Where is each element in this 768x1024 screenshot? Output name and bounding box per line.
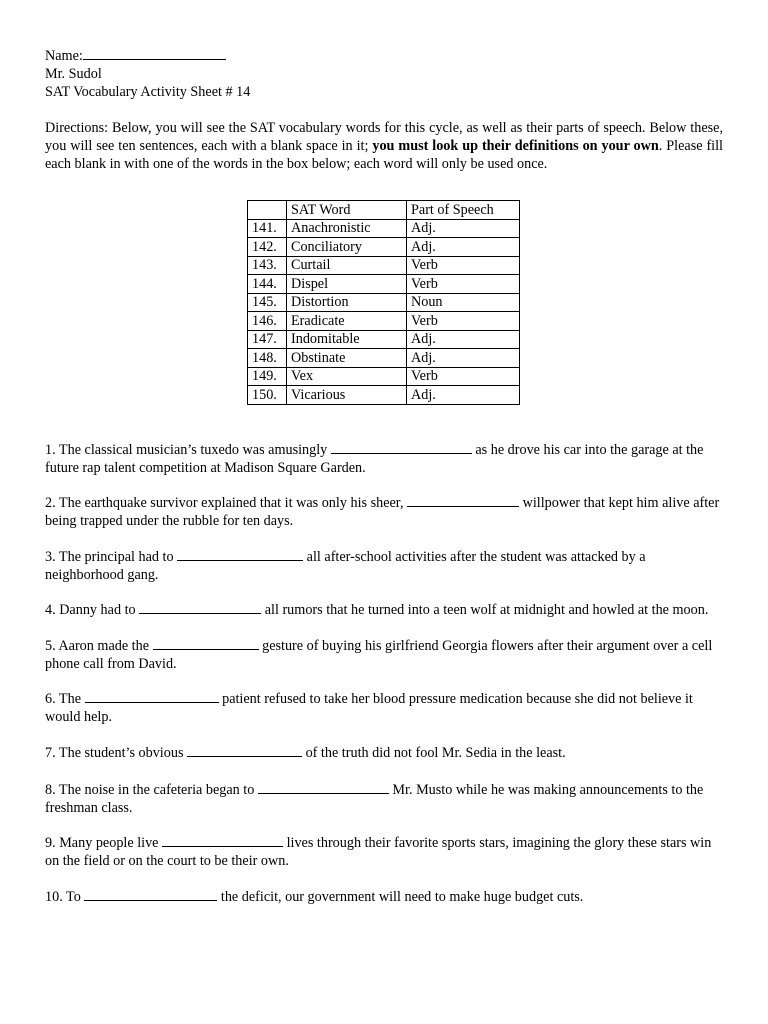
table-row xyxy=(248,367,520,386)
question-text-after: the deficit, our government will need to make huge budget cuts. xyxy=(217,888,584,905)
part-of-speech: Verb xyxy=(407,256,520,275)
word-number: 149. xyxy=(248,367,287,386)
sheet-title: SAT Vocabulary Activity Sheet # 14 xyxy=(45,84,251,100)
table-row xyxy=(248,312,520,331)
question-4 xyxy=(45,601,723,619)
sat-word: Dispel xyxy=(287,275,407,294)
question-7 xyxy=(45,744,723,762)
question-text-after: lives through their favorite sports stars, imagining the glory these stars win on the field or on the court to be their own. xyxy=(45,835,712,869)
question-8 xyxy=(45,781,723,817)
answer-blank-10[interactable] xyxy=(84,888,217,901)
word-number: 141. xyxy=(248,219,287,238)
question-text-before: 1. The classical musician’s tuxedo was amusingly xyxy=(45,441,331,458)
question-text-after: of the truth did not fool Mr. Sedia in the least. xyxy=(302,744,566,761)
sat-word: Eradicate xyxy=(287,312,407,331)
directions-text-1: Directions: Below, you will see the SAT vocabulary words for this cycle, as well as their parts of speech. Below these, you will see ten sentences, each with a blank space in it; xyxy=(45,120,723,154)
answer-blank-7[interactable] xyxy=(187,744,302,757)
part-of-speech: Adj. xyxy=(407,349,520,368)
question-text-before: 5. Aaron made the xyxy=(45,637,153,654)
header-cell-part-of-speech: Part of Speech xyxy=(407,201,520,220)
vocab-table-header-row xyxy=(248,201,520,220)
question-text-after: all rumors that he turned into a teen wolf at midnight and howled at the moon. xyxy=(261,602,709,618)
directions-text-2: . Please fill each blank in with one of the words in the box below; each word will only be used once. xyxy=(45,138,723,172)
question-text-after: willpower that kept him alive after being trapped under the rubble for ten days. xyxy=(45,495,720,529)
question-5 xyxy=(45,637,723,673)
teacher-name: Mr. Sudol xyxy=(45,66,102,82)
question-text-after: Mr. Musto while he was making announcements to the freshman class. xyxy=(45,781,704,816)
question-text-after: all after-school activities after the student was attacked by a neighborhood gang. xyxy=(45,548,646,583)
sat-word: Vex xyxy=(287,367,407,386)
question-6 xyxy=(45,690,723,726)
part-of-speech: Adj. xyxy=(407,238,520,257)
question-10 xyxy=(45,888,723,906)
question-text-after: gesture of buying his girlfriend Georgia flowers after their argument over a cell phone call from David. xyxy=(45,637,713,672)
directions-bold-text: you must look up their definitions on your own xyxy=(372,138,659,154)
answer-blank-2[interactable] xyxy=(407,494,519,507)
answer-blank-4[interactable] xyxy=(139,601,261,614)
table-row xyxy=(248,238,520,257)
worksheet-page xyxy=(45,47,723,923)
word-number: 144. xyxy=(248,275,287,294)
sat-word: Indomitable xyxy=(287,330,407,349)
word-number: 148. xyxy=(248,349,287,368)
word-number: 147. xyxy=(248,330,287,349)
part-of-speech: Adj. xyxy=(407,386,520,405)
word-number: 150. xyxy=(248,386,287,405)
table-row xyxy=(248,219,520,238)
question-text-before: 2. The earthquake survivor explained that it was only his sheer, xyxy=(45,495,408,511)
table-row xyxy=(248,293,520,312)
table-row xyxy=(248,386,520,405)
vocab-table-wrapper xyxy=(247,200,723,405)
table-row xyxy=(248,349,520,368)
question-text-before: 7. The student’s obvious xyxy=(45,744,188,761)
question-9 xyxy=(45,834,723,870)
question-1 xyxy=(45,441,723,477)
word-number: 143. xyxy=(248,256,287,275)
word-number: 146. xyxy=(248,312,287,331)
question-text-before: 6. The xyxy=(45,691,85,707)
sat-word: Obstinate xyxy=(287,349,407,368)
sat-word: Curtail xyxy=(287,256,407,275)
sat-word: Vicarious xyxy=(287,386,407,405)
question-2 xyxy=(45,494,723,530)
question-text-before: 8. The noise in the cafeteria began to xyxy=(45,781,258,798)
name-blank[interactable] xyxy=(83,47,226,60)
answer-blank-8[interactable] xyxy=(258,781,389,794)
part-of-speech: Verb xyxy=(407,275,520,294)
question-list xyxy=(45,441,723,906)
part-of-speech: Noun xyxy=(407,293,520,312)
sat-word: Conciliatory xyxy=(287,238,407,257)
sat-word: Distortion xyxy=(287,293,407,312)
name-label: Name: xyxy=(45,48,83,64)
part-of-speech: Verb xyxy=(407,367,520,386)
table-row xyxy=(248,256,520,275)
part-of-speech: Verb xyxy=(407,312,520,331)
question-3 xyxy=(45,548,723,584)
word-number: 142. xyxy=(248,238,287,257)
part-of-speech: Adj. xyxy=(407,330,520,349)
answer-blank-6[interactable] xyxy=(85,690,219,703)
question-text-after: as he drove his car into the garage at the future rap talent competition at Madison Square Garden. xyxy=(45,441,704,476)
question-text-before: 3. The principal had to xyxy=(45,548,178,565)
header-cell-word: SAT Word xyxy=(287,201,407,220)
question-text-after: patient refused to take her blood pressure medication because she did not believe it would help. xyxy=(45,691,693,725)
question-text-before: 10. To xyxy=(45,888,85,905)
question-text-before: 9. Many people live xyxy=(45,835,163,851)
word-number: 145. xyxy=(248,293,287,312)
table-row xyxy=(248,330,520,349)
answer-blank-1[interactable] xyxy=(331,441,472,454)
directions-paragraph xyxy=(45,119,723,173)
header-cell-number xyxy=(248,201,287,220)
answer-blank-9[interactable] xyxy=(162,834,283,847)
question-text-before: 4. Danny had to xyxy=(45,602,140,618)
part-of-speech: Adj. xyxy=(407,219,520,238)
table-row xyxy=(248,275,520,294)
answer-blank-5[interactable] xyxy=(153,637,259,650)
name-line xyxy=(45,47,723,65)
answer-blank-3[interactable] xyxy=(177,548,303,561)
vocab-table xyxy=(247,200,520,405)
sat-word: Anachronistic xyxy=(287,219,407,238)
